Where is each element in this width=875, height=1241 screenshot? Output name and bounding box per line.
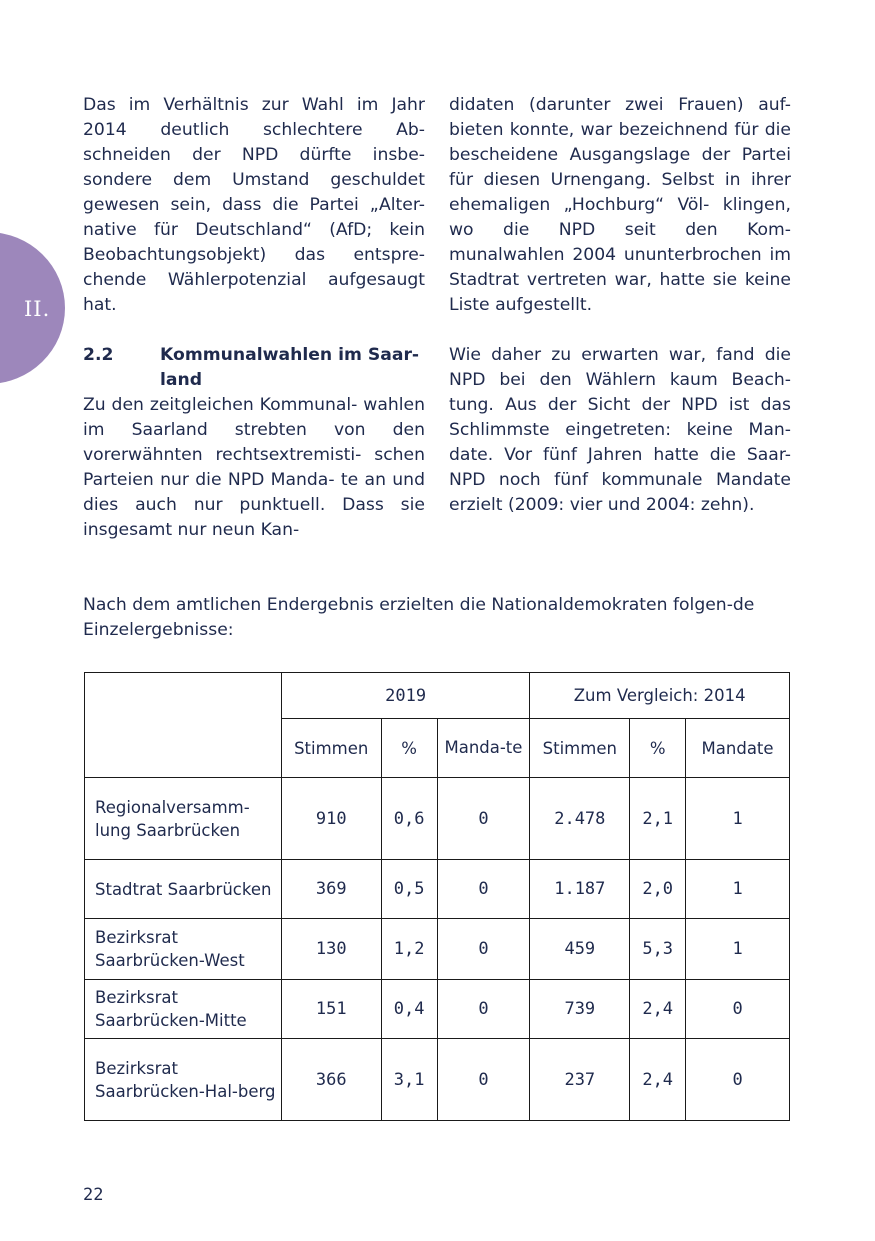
section-number: 2.2 [83, 345, 114, 365]
mandate-2014: 1 [686, 778, 790, 860]
percent-2014: 2,4 [630, 980, 686, 1039]
stimmen-2019: 366 [281, 1039, 381, 1121]
table-row [85, 919, 790, 980]
percent-2019: 0,4 [381, 980, 437, 1039]
mandate-2014: 1 [686, 860, 790, 919]
stimmen-2019: 130 [281, 919, 381, 980]
text-line: hat. [83, 295, 117, 315]
row-label: Regionalversamm-lung Saarbrücken [85, 778, 282, 860]
col-percent-2019: % [381, 719, 437, 778]
col-stimmen-2014: Stimmen [530, 719, 630, 778]
text-line: chende Wählerpotenzial aufgesaugt [83, 270, 425, 290]
col-mandate-2014: Mandate [686, 719, 790, 778]
text-line: Zu den zeitgleichen Kommunal- [83, 395, 358, 415]
text-line: den vorerwähnten rechtsextremisti- [83, 420, 425, 465]
section-title: Kommunalwahlen im Saar-land [160, 345, 420, 390]
table-group-header-row [85, 673, 790, 719]
stimmen-2014: 459 [530, 919, 630, 980]
text-line: schneiden der NPD dürfte insbe- [83, 145, 425, 165]
chapter-label: II. [24, 297, 51, 321]
mandate-2014: 0 [686, 1039, 790, 1121]
stimmen-2014: 739 [530, 980, 630, 1039]
text-line: Das im Verhältnis zur Wahl im Jahr [83, 95, 425, 115]
text-line: sondere dem Umstand geschuldet [83, 170, 425, 190]
stimmen-2019: 910 [281, 778, 381, 860]
right-column [449, 93, 791, 518]
text-line: keine Liste aufgestellt. [449, 270, 791, 315]
text-line: didaten (darunter zwei Frauen) auf- [449, 95, 791, 115]
text-line: NPD noch fünf kommunale Mandate [449, 470, 791, 490]
col-mandate-2019: Manda-te [437, 719, 530, 778]
header-2014 [530, 673, 790, 719]
text-line: im Stadtrat vertreten war, hatte sie [449, 245, 791, 290]
header-2019: 2019 [281, 673, 530, 719]
stimmen-2014: 1.187 [530, 860, 630, 919]
mandate-2014: 0 [686, 980, 790, 1039]
table-row [85, 1039, 790, 1121]
text-line: wahlen im Saarland strebten von [83, 395, 425, 440]
text-line: native für Deutschland“ (AfD; kein [83, 220, 425, 240]
page-number: 22 [83, 1185, 104, 1205]
text-line: die bescheidene Ausgangslage der [449, 120, 791, 165]
text-line: bieten konnte, war bezeichnend für [449, 120, 759, 140]
header-2014-label: Zum Vergleich: 2014 [573, 686, 746, 705]
mandate-2019: 0 [437, 860, 530, 919]
text-line: schen Parteien nur die NPD Manda- [83, 445, 426, 490]
percent-2019: 0,5 [381, 860, 437, 919]
stimmen-2019: 151 [281, 980, 381, 1039]
mandate-2019: 0 [437, 778, 530, 860]
percent-2014: 5,3 [630, 919, 686, 980]
row-label: Bezirksrat Saarbrücken-Hal-berg [85, 1039, 282, 1121]
table-row [85, 860, 790, 919]
percent-2014: 2,0 [630, 860, 686, 919]
table-row [85, 778, 790, 860]
election-results-table [84, 672, 790, 1121]
right-paragraph-1 [449, 93, 791, 318]
left-paragraph-2 [83, 393, 425, 543]
percent-2019: 3,1 [381, 1039, 437, 1121]
section-heading [83, 343, 425, 393]
text-line: in ihrer ehemaligen „Hochburg“ Völ- [449, 170, 791, 215]
text-line: 2014 deutlich schlechtere Ab- [83, 120, 425, 140]
text-line: erzielt (2009: vier und 2004: zehn). [449, 495, 755, 515]
mandate-2019: 0 [437, 1039, 530, 1121]
text-line: Partei für diesen Urnengang. Selbst [449, 145, 791, 190]
col-stimmen-2019: Stimmen [281, 719, 381, 778]
percent-2019: 1,2 [381, 919, 437, 980]
left-column [83, 93, 425, 543]
row-label: Bezirksrat Saarbrücken-Mitte [85, 980, 282, 1039]
text-line: te an und dies auch nur punktuell. [83, 470, 425, 515]
row-label: Stadtrat Saarbrücken [85, 860, 282, 919]
text-line: munalwahlen 2004 ununterbrochen [449, 245, 762, 265]
empty-corner-cell [85, 673, 282, 778]
mandate-2019: 0 [437, 919, 530, 980]
text-line: klingen, wo die NPD seit den Kom- [449, 195, 791, 240]
text-line: Wie daher zu erwarten war, fand die [449, 345, 791, 365]
text-line: tung. Aus der Sicht der NPD ist das [449, 395, 791, 415]
stimmen-2019: 369 [281, 860, 381, 919]
mandate-2014: 1 [686, 919, 790, 980]
mandate-2019: 0 [437, 980, 530, 1039]
table-row [85, 980, 790, 1039]
table-intro-text: Nach dem amtlichen Endergebnis erzielten die Nationaldemokraten folgen-de Einzelergebnisse: [83, 595, 755, 640]
row-label: Bezirksrat Saarbrücken-West [85, 919, 282, 980]
text-line: Dass sie insgesamt nur neun Kan- [83, 495, 425, 540]
stimmen-2014: 2.478 [530, 778, 630, 860]
percent-2014: 2,4 [630, 1039, 686, 1121]
percent-2014: 2,1 [630, 778, 686, 860]
left-paragraph-1 [83, 93, 425, 318]
text-line: Schlimmste eingetreten: keine Man- [449, 420, 791, 440]
stimmen-2014: 237 [530, 1039, 630, 1121]
text-line: date. Vor fünf Jahren hatte die Saar- [449, 445, 791, 465]
right-paragraph-2 [449, 343, 791, 518]
col-percent-2014: % [630, 719, 686, 778]
text-line: NPD bei den Wählern kaum Beach- [449, 370, 791, 390]
text-line: Beobachtungsobjekt) das entspre- [83, 245, 425, 265]
percent-2019: 0,6 [381, 778, 437, 860]
text-line: gewesen sein, dass die Partei „Alter- [83, 195, 425, 215]
